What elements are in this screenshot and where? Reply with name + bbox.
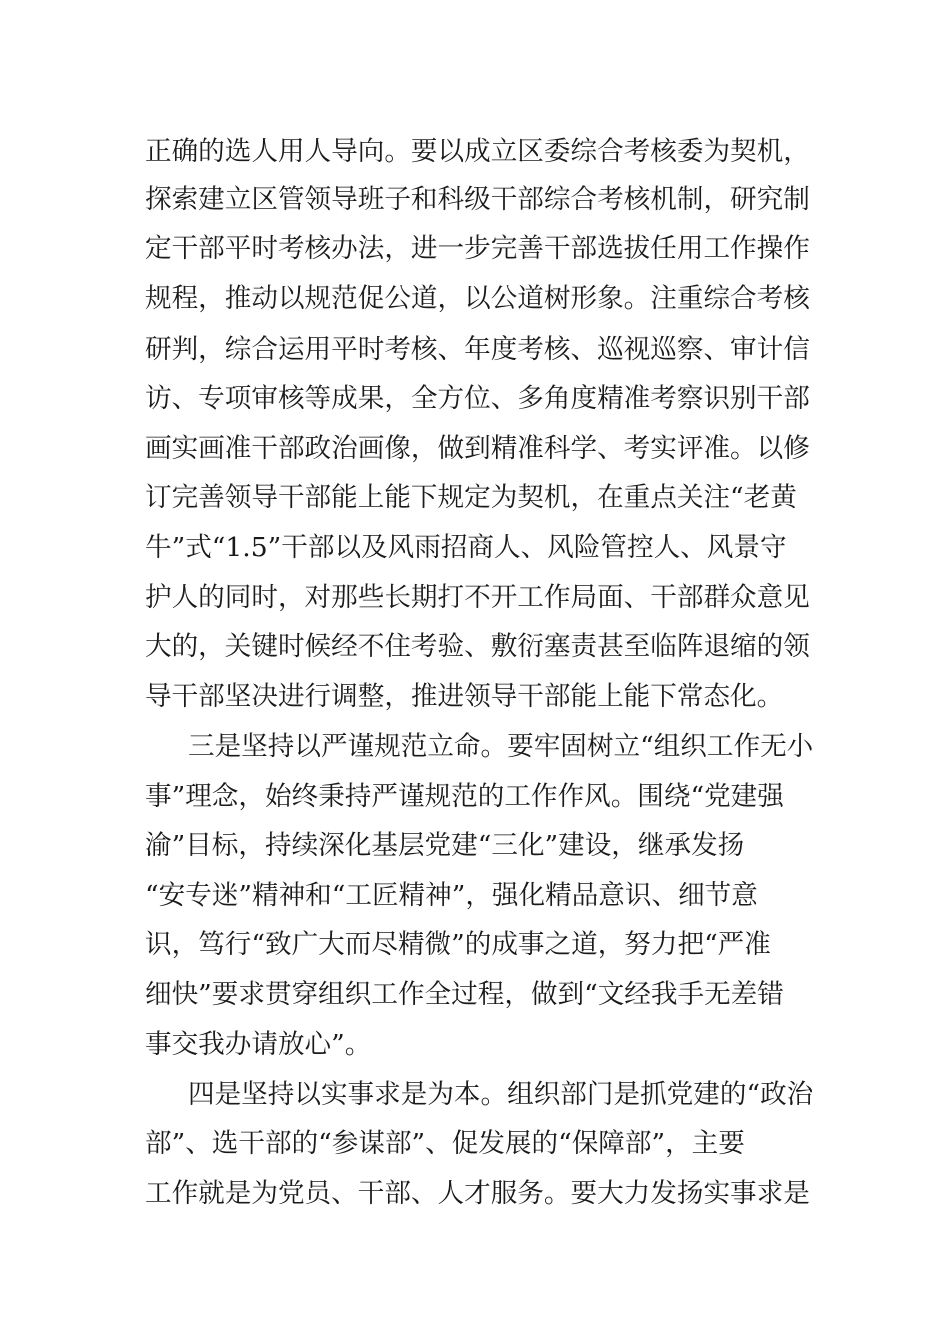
- text-line: 规程，推动以规范促公道，以公道树形象。注重综合考核: [145, 283, 810, 314]
- text-line: 渝”目标，持续深化基层党建“三化”建设，继承发扬: [145, 830, 745, 861]
- text-line: 牛”式“1.5”干部以及风雨招商人、风险管控人、风景守: [145, 532, 787, 563]
- text-line: 探索建立区管领导班子和科级干部综合考核机制，研究制: [145, 184, 810, 215]
- paragraph-3-start: 三是坚持以严谨规范立命。要牢固树立“组织工作无小: [188, 731, 814, 762]
- text-line: 正确的选人用人导向。要以成立区委综合考核委为契机，: [145, 136, 810, 167]
- text-line: 部”、选干部的“参谋部”、促发展的“保障部”，主要: [145, 1128, 745, 1159]
- text-line: 识，笃行“致广大而尽精微”的成事之道，努力把“严准: [145, 929, 771, 960]
- text-line: 大的，关键时候经不住考验、敷衍塞责甚至临阵退缩的领: [145, 631, 810, 662]
- text-line: 访、专项审核等成果，全方位、多角度精准考察识别干部: [145, 383, 810, 414]
- text-line: 事交我办请放心”。: [145, 1029, 372, 1060]
- text-line: 订完善领导干部能上能下规定为契机，在重点关注“老黄: [145, 482, 797, 513]
- text-line: 研判，综合运用平时考核、年度考核、巡视巡察、审计信: [145, 334, 810, 365]
- text-line: 画实画准干部政治画像，做到精准科学、考实评准。以修: [145, 433, 810, 464]
- text-line: 护人的同时，对那些长期打不开工作局面、干部群众意见: [145, 582, 810, 613]
- text-line: 细快”要求贯穿组织工作全过程，做到“文经我手无差错: [145, 979, 784, 1010]
- text-line: “安专迷”精神和“工匠精神”，强化精品意识、细节意: [145, 880, 758, 911]
- text-line: 导干部坚决进行调整，推进领导干部能上能下常态化。: [145, 681, 784, 712]
- paragraph-4-start: 四是坚持以实事求是为本。组织部门是抓党建的“政治: [188, 1079, 814, 1110]
- text-line: 工作就是为党员、干部、人才服务。要大力发扬实事求是: [145, 1178, 810, 1209]
- text-line: 事”理念，始终秉持严谨规范的工作作风。围绕“党建强: [145, 781, 784, 812]
- text-line: 定干部平时考核办法，进一步完善干部选拔任用工作操作: [145, 233, 810, 264]
